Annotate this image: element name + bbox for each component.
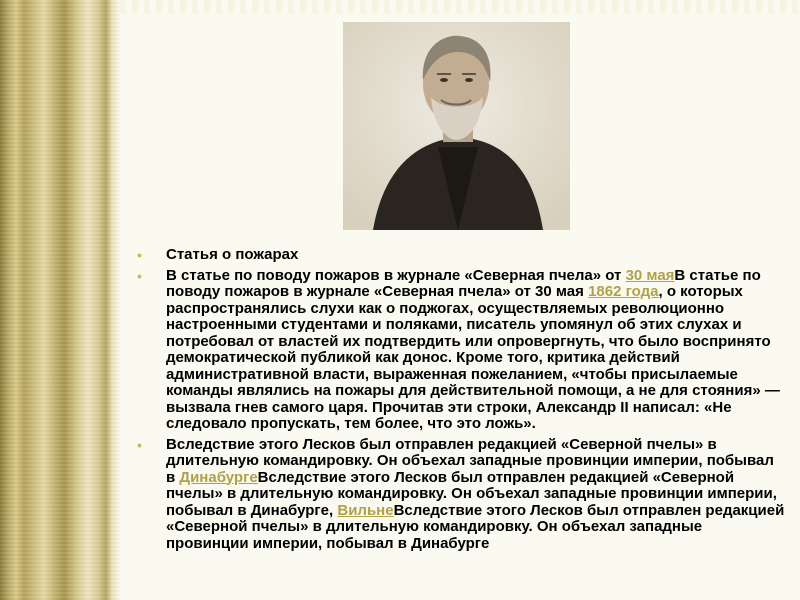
bullet-text: Вследствие этого Лесков был отправлен редакцией «Северной пчелы» в длительную командировку. Он объехал западные провинции империи, побывал в Динабурге, xyxy=(166,468,777,519)
bullet-item xyxy=(137,437,785,553)
decorative-left-border xyxy=(0,0,120,600)
bullet-text: В статье по поводу пожаров в журнале «Северная пчела» от xyxy=(166,266,626,284)
bullet-dot-icon: • xyxy=(137,267,142,284)
main-text-block xyxy=(137,247,785,556)
text-link[interactable]: 30 мая xyxy=(625,266,675,284)
bullet-dot-icon: • xyxy=(137,247,142,263)
bullet-text: , о которых распространялись слухи как о поджогах, осуществляемых революционно настроенными студентами и поляками, писатель упомянул об этих слухах и потребовал от властей их подтвердить или опровергнуть, что было воспринято демократической публикой как донос. Кроме того, критика действий административной власти, выраженная пожеланием, «чтобы присылаемые команды являлись на пожары для действительной помощи, а не для стояния» — вызвала гнев самого царя. Прочитав эти строки, Александр II написал: «Не следовало пропускать, тем более, что это ложь». xyxy=(166,283,780,432)
text-link[interactable]: Динабурге xyxy=(179,468,258,486)
portrait-photo xyxy=(343,22,570,230)
bullet-item xyxy=(137,247,785,264)
bullet-item xyxy=(137,268,785,433)
bullet-list xyxy=(137,247,785,552)
bullet-text: Вследствие этого Лесков был отправлен редакцией «Северной пчелы» в длительную командировку. Он объехал западные провинции империи, побывал в xyxy=(166,435,774,486)
bullet-dot-icon: • xyxy=(137,436,142,453)
text-link[interactable]: Вильне xyxy=(337,501,394,519)
bullet-text: Статья о пожарах xyxy=(166,246,299,263)
bullet-text: Вследствие этого Лесков был отправлен редакцией «Северной пчелы» в длительную командировку. Он объехал западные провинции империи, побывал в Динабурге xyxy=(166,501,785,552)
text-link[interactable]: 1862 года xyxy=(588,283,659,300)
decorative-top-band xyxy=(120,0,800,14)
bullet-text: В статье по поводу пожаров в журнале «Северная пчела» от 30 мая xyxy=(166,266,761,300)
